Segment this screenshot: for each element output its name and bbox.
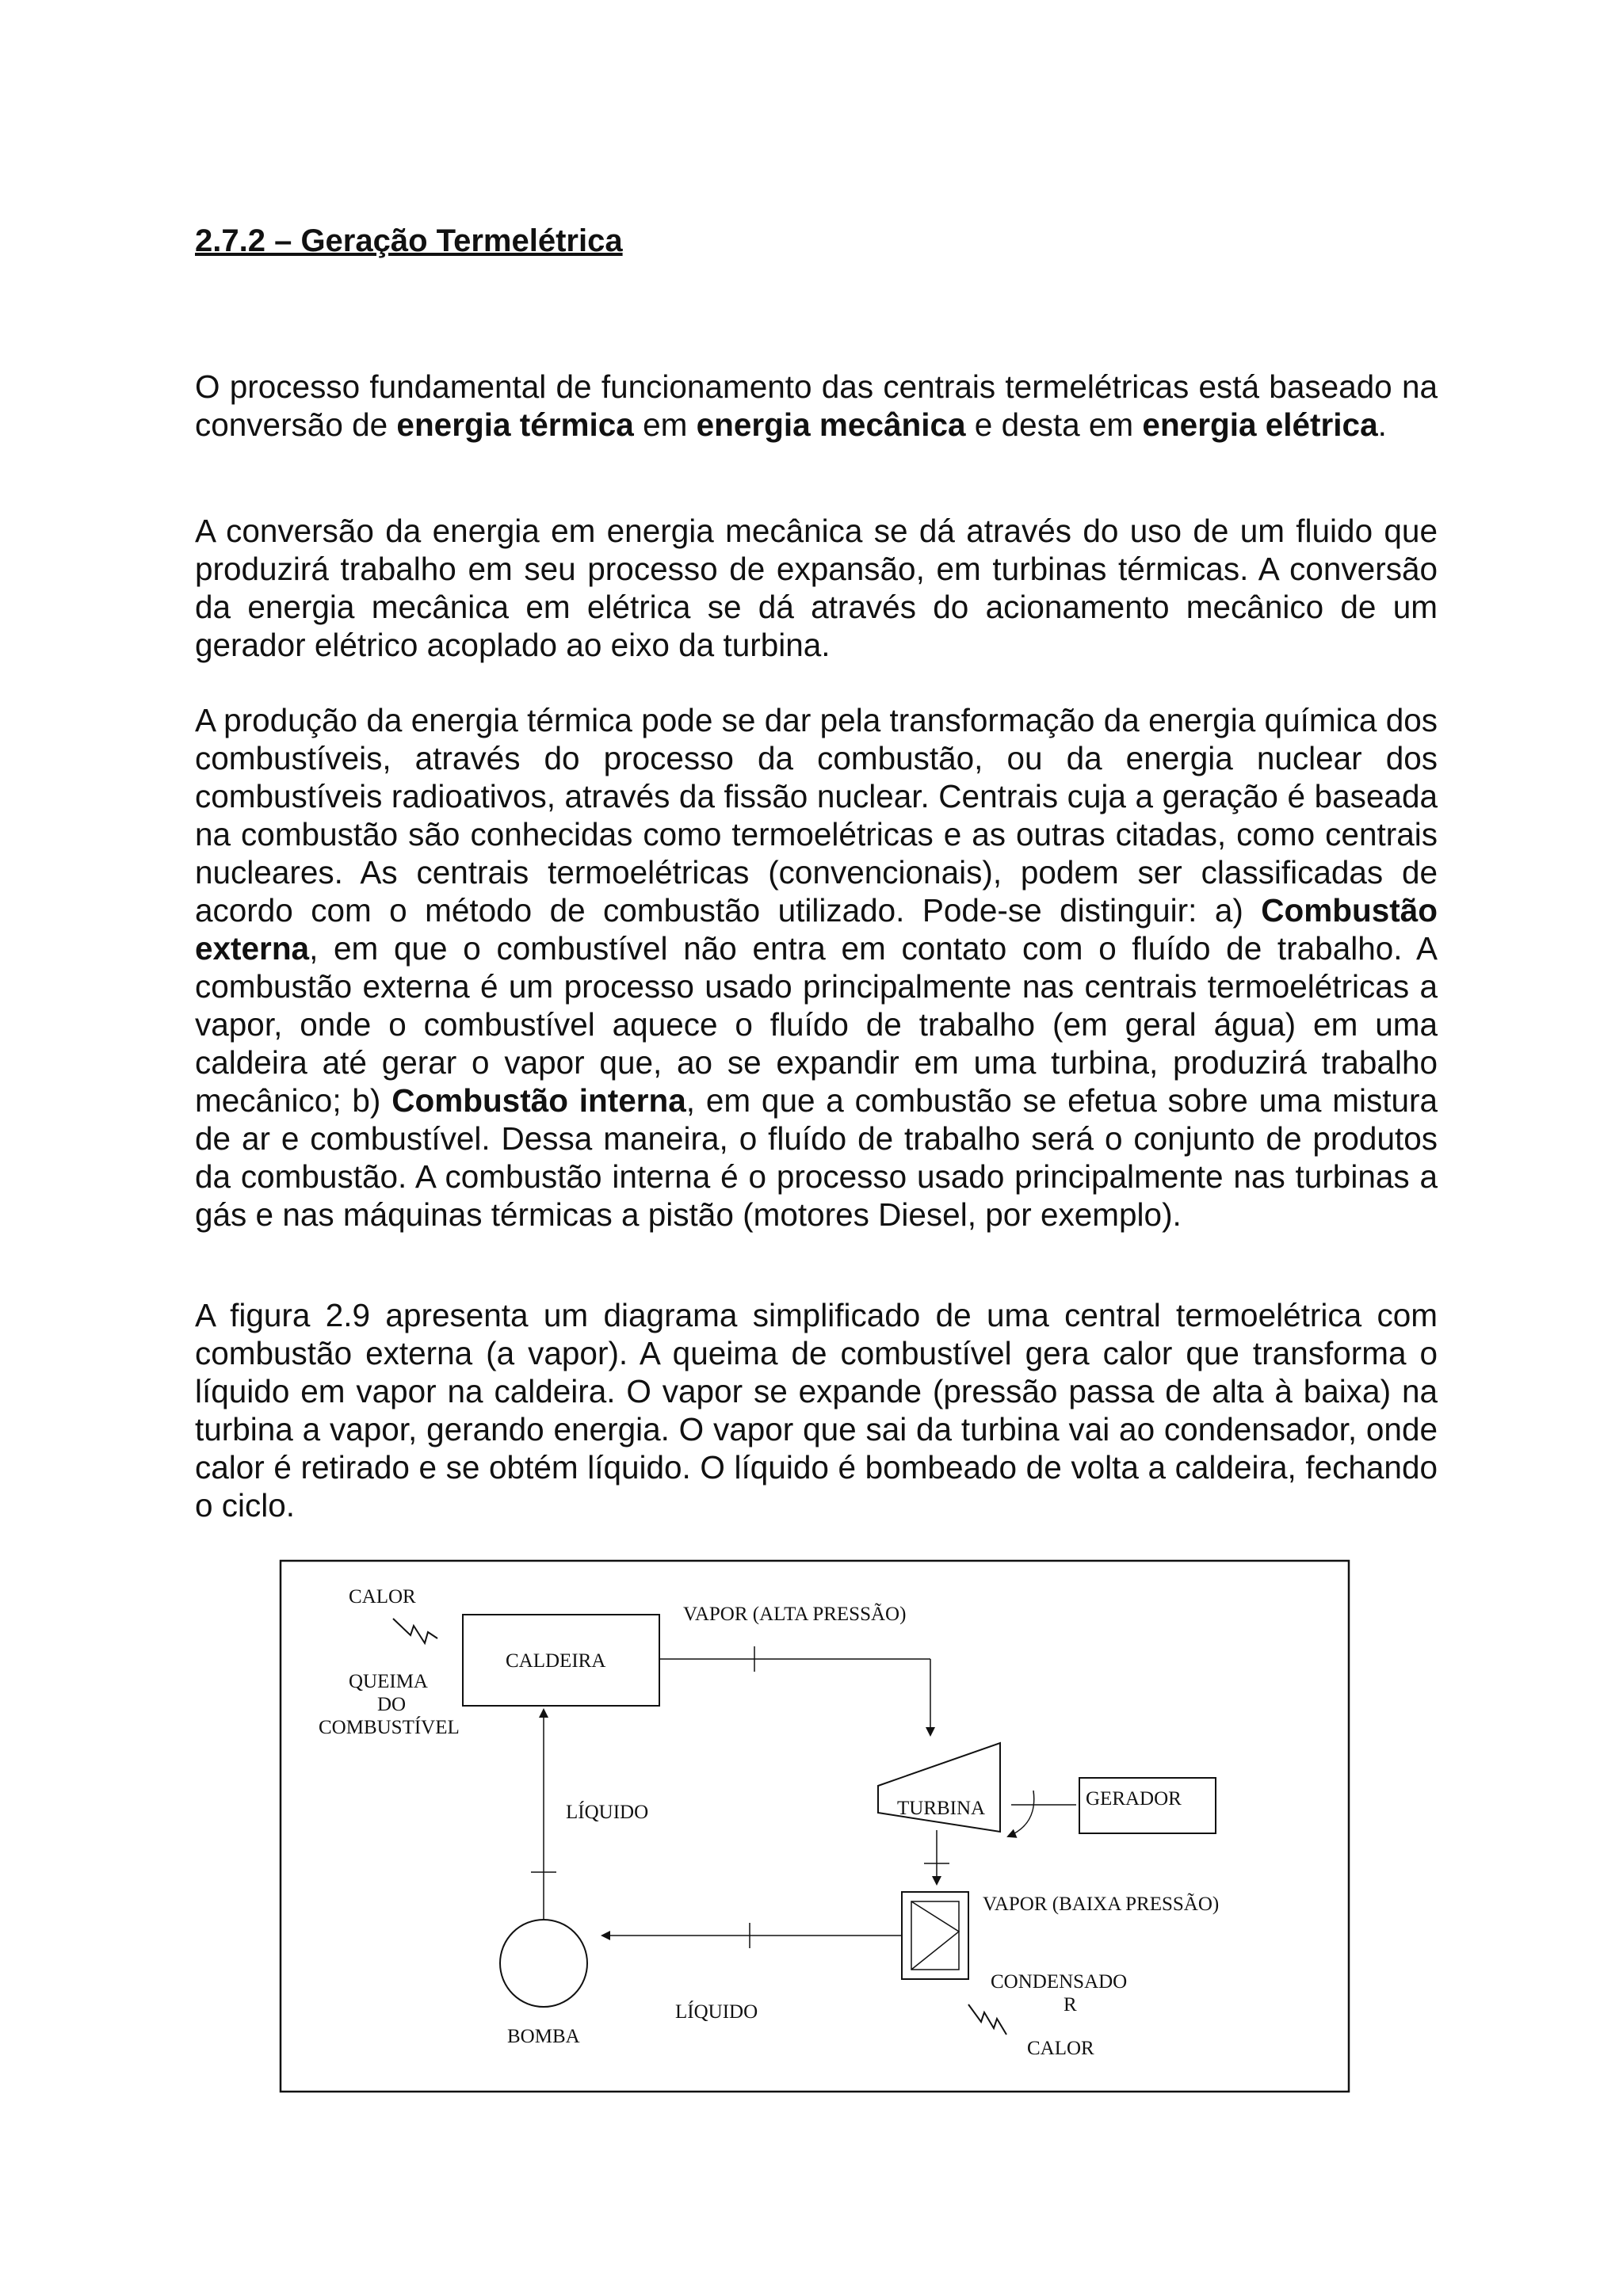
generator-label: GERADOR xyxy=(1086,1788,1182,1810)
high-pressure-steam-label: VAPOR (ALTA PRESSÃO) xyxy=(683,1604,907,1625)
section-heading: 2.7.2 – Geração Termelétrica xyxy=(195,223,623,258)
text-run: e desta em xyxy=(965,406,1143,443)
fuel-burn-label-2: DO xyxy=(377,1694,407,1715)
bold-term: energia térmica xyxy=(396,406,634,443)
fuel-burn-label-1: QUEIMA xyxy=(349,1671,428,1692)
bold-term: energia elétrica xyxy=(1142,406,1378,443)
boiler-label: CALDEIRA xyxy=(506,1650,606,1672)
text-run: . xyxy=(1377,406,1387,443)
text-run: em xyxy=(633,406,697,443)
rotation-arrow xyxy=(1008,1791,1034,1836)
fuel-burn-label-3: COMBUSTÍVEL xyxy=(319,1717,460,1738)
bold-term: Combustão externa xyxy=(195,892,1438,967)
text-run: , em que a combustão se efetua sobre uma mistura de ar e combustível. Dessa maneira, o fluído de trabalho será o conjunto de produtos da combustão. A combustão interna é o processo usado principalmente nas turbinas a gás e nas máquinas térmicas a pistão (motores Diesel, por exemplo). xyxy=(195,1082,1438,1233)
thermoelectric-diagram xyxy=(279,1559,1350,2093)
paragraph-figure-description: A figura 2.9 apresenta um diagrama simplificado de uma central termoelétrica com combustão externa (a vapor). A queima de combustível gera calor que transforma o líquido em vapor na caldeira. O vapor se expande (pressão passa de alta à baixa) na turbina a vapor, gerando energia. O vapor que sai da turbina vai ao condensador, onde calor é retirado e se obtém líquido. O líquido é bombeado de volta a caldeira, fechando o ciclo. xyxy=(195,1297,1438,1524)
paragraph-conversion: A conversão da energia em energia mecânica se dá através do uso de um fluido que produzirá trabalho em seu processo de expansão, em turbinas térmicas. A conversão da energia mecânica em elétrica se dá através do acionamento mecânico de um gerador elétrico acoplado ao eixo da turbina. xyxy=(195,513,1438,663)
text-run: O processo fundamental de funcionamento das centrais termelétricas está baseado na conversão de xyxy=(195,368,1438,443)
pump-label: BOMBA xyxy=(507,2026,580,2047)
condenser-label-2: R xyxy=(1064,1994,1077,2016)
condenser-label-1: CONDENSADO xyxy=(991,1971,1128,1993)
condenser-inner xyxy=(911,1901,959,1970)
text-run: A produção da energia térmica pode se dar pela transformação da energia química dos combustíveis, através do processo da combustão, ou da energia nuclear dos combustíveis radioativos, através da fissão nuclear. Centrais cuja a geração é baseada na combustão são conhecidas como termoelétricas e as outras citadas, como centrais nucleares. As centrais termoelétricas (convencionais), podem ser classificadas de acordo com o método de combustão utilizado. Pode-se distinguir: a) xyxy=(195,702,1438,929)
heat-out-label: CALOR xyxy=(1027,2038,1094,2059)
bold-term: Combustão interna xyxy=(391,1082,686,1119)
pump-circle xyxy=(500,1920,587,2007)
low-pressure-steam-label: VAPOR (BAIXA PRESSÃO) xyxy=(983,1894,1220,1915)
paragraph-combustion xyxy=(195,701,1438,1234)
liquid-bottom-label: LÍQUIDO xyxy=(675,2001,758,2023)
paragraph-intro xyxy=(195,368,1438,444)
diagram-frame xyxy=(281,1561,1349,2092)
text-run: , em que o combustível não entra em contato com o fluído de trabalho. A combustão externa é um processo usado principalmente nas centrais termoelétricas a vapor, onde o combustível aquece o fluído de trabalho (em geral água) em uma caldeira até gerar o vapor que, ao se expandir em uma turbina, produzirá trabalho mecânico; b) xyxy=(195,930,1438,1119)
bold-term: energia mecânica xyxy=(696,406,966,443)
liquid-left-label: LÍQUIDO xyxy=(566,1802,649,1823)
heat-in-label: CALOR xyxy=(349,1586,416,1608)
condenser-coil xyxy=(911,1901,959,1970)
heat-out-zigzag xyxy=(968,2004,1006,2035)
heat-in-zigzag xyxy=(393,1619,437,1643)
turbine-label: TURBINA xyxy=(897,1798,986,1819)
